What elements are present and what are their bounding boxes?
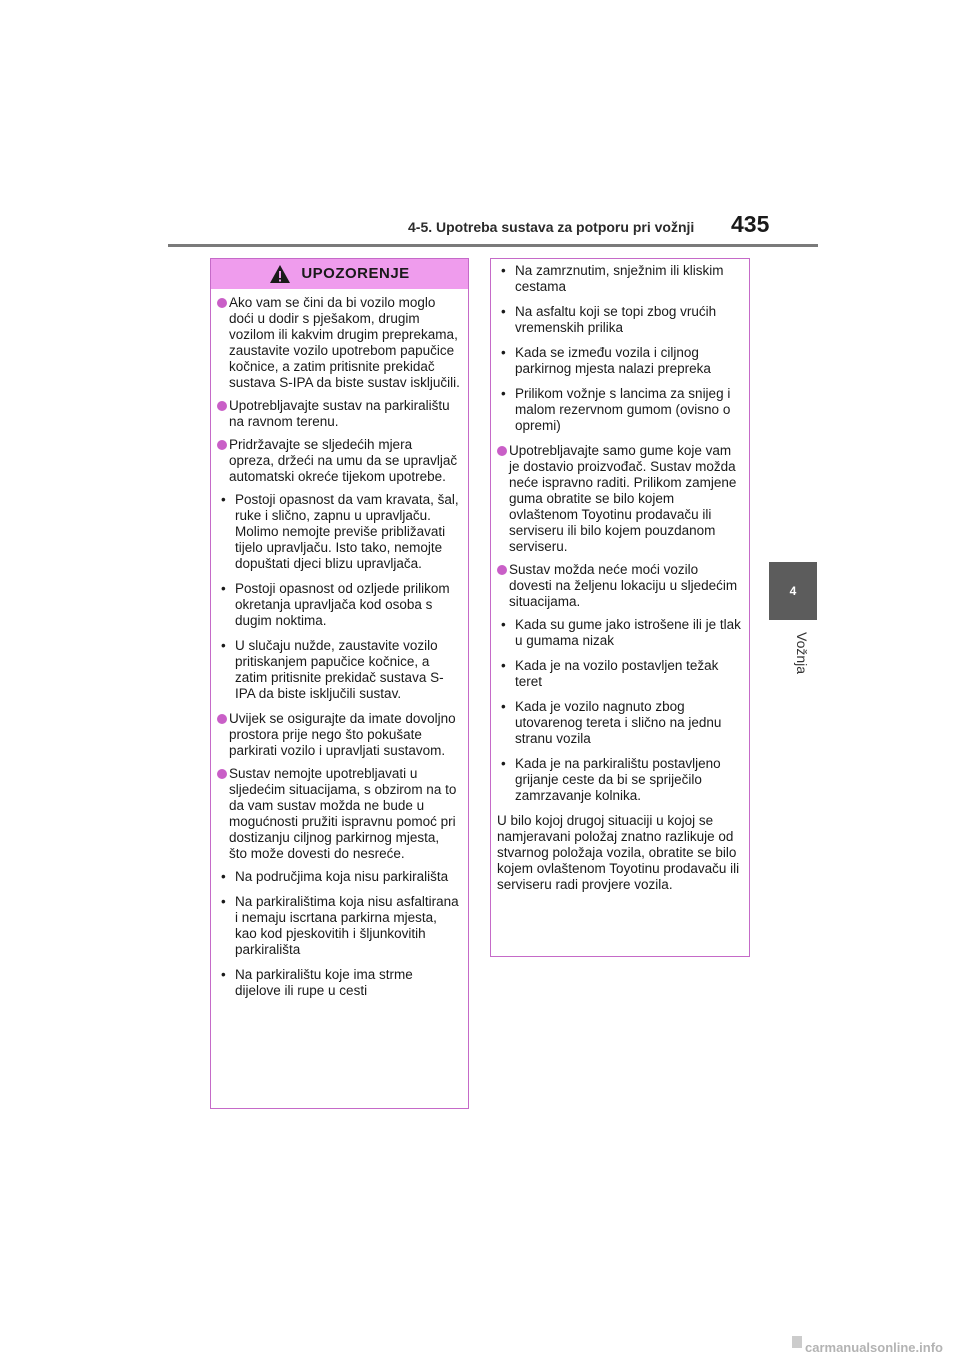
sub-bullet-item: • Na područjima koja nisu parkirališta (217, 869, 460, 885)
sub-bullet-item: • Kada se između vozila i ciljnog parkirnog mjesta nalazi prepreka (497, 345, 741, 377)
bullet-item: Pridržavajte se sljedećih mjera opreza, držeći na umu da se upravljač automatski okreće tijekom upotrebe. (217, 437, 460, 485)
watermark-text: carmanualsonline.info (805, 1340, 943, 1355)
warning-header (211, 259, 468, 289)
sub-bullet-item: • Na zamrznutim, snježnim ili kliskim cestama (497, 263, 741, 295)
page-number: 435 (731, 211, 770, 237)
section-title: 4-5. Upotreba sustava za potporu pri vožnji (408, 219, 695, 235)
watermark-logo-icon (792, 1336, 802, 1348)
sub-bullet-item: • Kada je na parkiralištu postavljeno grijanje ceste da bi se spriječilo zamrzavanje kolnika. (497, 756, 741, 804)
warning-box-left (210, 258, 469, 1109)
warning-triangle-icon (269, 264, 291, 284)
bullet-item: Sustav nemojte upotrebljavati u sljedećim situacijama, s obzirom na to da vam sustav možda ne bude u mogućnosti pružiti ispravnu pomoć pri dostizanju ciljnog parkirnog mjesta, što može dovesti do nesreće. (217, 766, 460, 862)
bullet-item: Uvijek se osigurajte da imate dovoljno prostora prije nego što pokušate parkirati vozilo i upravljati sustavom. (217, 711, 460, 759)
bullet-item: Sustav možda neće moći vozilo dovesti na željenu lokaciju u sljedećim situacijama. (497, 562, 741, 610)
sub-bullet-item: • Na parkiralištu koje ima strme dijelove ili rupe u cesti (217, 967, 460, 999)
sub-bullet-item: • Kada je vozilo nagnuto zbog utovarenog tereta i slično na jednu stranu vozila (497, 699, 741, 747)
sub-bullet-item: • Na asfaltu koji se topi zbog vrućih vremenskih prilika (497, 304, 741, 336)
bullet-item: Upotrebljavajte samo gume koje vam je dostavio proizvođač. Sustav možda neće ispravno raditi. Prilikom zamjene guma obratite se bilo kojem ovlaštenom Toyotinu prodavaču ili serviseru ili bilo kojem pouzdanom serviseru. (497, 443, 741, 555)
warning-box-right (490, 258, 750, 957)
sub-bullet-item: • Prilikom vožnje s lancima za snijeg i malom rezervnom gumom (ovisno o opremi) (497, 386, 741, 434)
sub-bullet-item: • Kada je na vozilo postavljen težak teret (497, 658, 741, 690)
chapter-label: Vožnja (794, 632, 810, 675)
sub-bullet-item: • U slučaju nužde, zaustavite vozilo pritiskanjem papučice kočnice, a zatim pritisnite prekidač sustava S-IPA da biste isključili sustav. (217, 638, 460, 702)
chapter-number: 4 (789, 584, 797, 598)
sub-bullet-item: • Postoji opasnost da vam kravata, šal, ruke i slično, zapnu u upravljaču. Molimo nemojte previše približavati tijelo upravljaču. Isto tako, nemojte dopuštati djeci blizu upravljača. (217, 492, 460, 572)
sub-bullet-item: • Postoji opasnost od ozljede prilikom okretanja upravljača kod osoba s dugim noktima. (217, 581, 460, 629)
paragraph: U bilo kojoj drugoj situaciji u kojoj se namjeravani položaj znatno razlikuje od stvarnog položaja vozila, obratite se bilo kojem ovlaštenom Toyotinu prodavaču ili serviseru radi provjere vozila. (497, 813, 740, 892)
warning-list-left (217, 295, 460, 999)
header-divider (168, 244, 818, 247)
sub-bullet-item: • Kada su gume jako istrošene ili je tlak u gumama nizak (497, 617, 741, 649)
warning-title: UPOZORENJE (301, 265, 410, 282)
bullet-item: Upotrebljavajte sustav na parkiralištu na ravnom terenu. (217, 398, 460, 430)
sub-bullet-item: • Na parkiralištima koja nisu asfaltirana i nemaju iscrtana parkirna mjesta, kao kod pjeskovitih i šljunkovitih parkirališta (217, 894, 460, 958)
chapter-tab (769, 562, 817, 620)
bullet-item: Ako vam se čini da bi vozilo moglo doći u dodir s pješakom, drugim vozilom ili kakvim drugim preprekama, zaustavite vozilo upotrebom papučice kočnice, a zatim pritisnite prekidač sustava S-IPA da biste sustav isključili. (217, 295, 460, 391)
warning-list-right (497, 263, 741, 893)
